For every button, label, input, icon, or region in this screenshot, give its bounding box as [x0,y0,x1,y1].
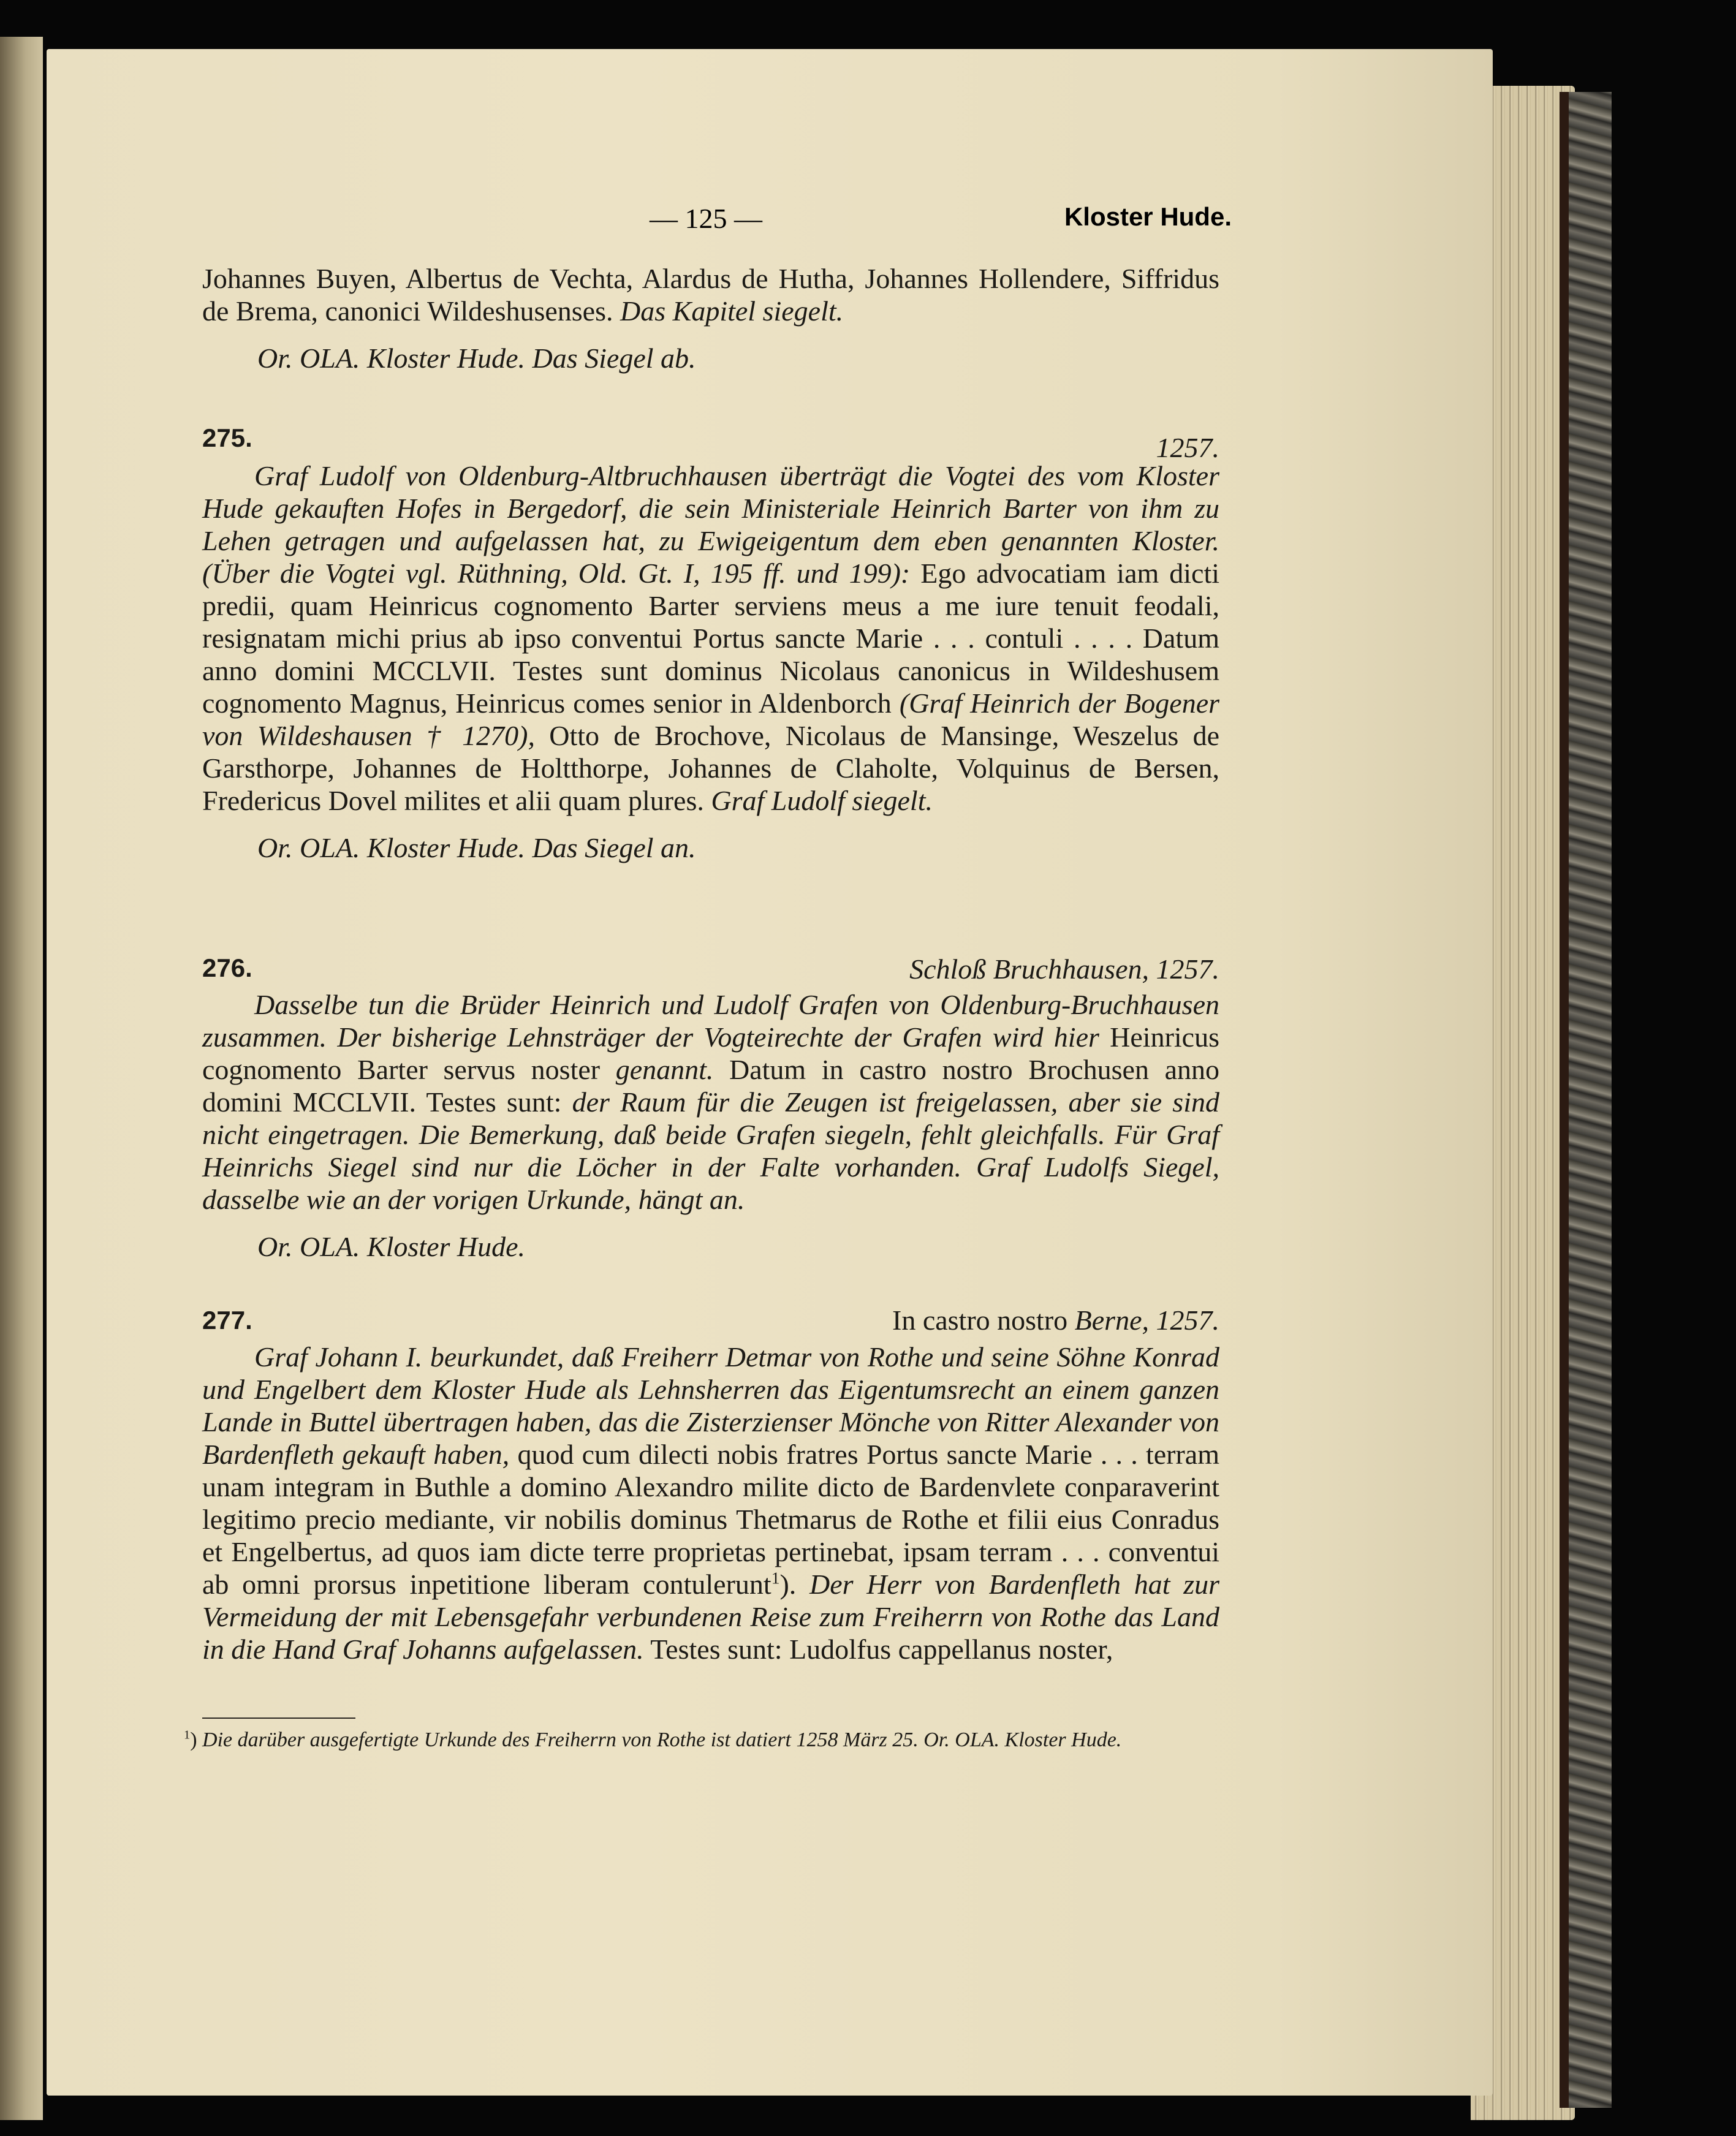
entry-text: Graf Ludolf von Oldenburg-Altbruchhausen überträgt die Vogtei des vom Kloster Hude gekauften Hofes in Bergedorf, die sein Ministeriale Heinrich Barter von ihm zu Lehen getragen und aufgelassen hat, zu Ewigeigentum dem eben genannten Kloster. (Über die Vogtei vgl. Rüthning, Old. Gt. I, 195 ff. und 199): Ego advocatiam iam dicti predii, quam Heinricus cognomento Barter serviens meus a me iure tenuit feodali, resignatam michi prius ab ipso conventui Portus sancte Marie . . . contuli . . . . Datum anno domini MCCLVII. Testes sunt dominus Nicolaus canonicus in Wildeshusem cognomento Magnus, Heinricus comes senior in Aldenborch (Graf Heinrich der Bogener von Wildeshausen † 1270), Otto de Brochove, Nicolaus de Mansinge, Weszelus de Garsthorpe, Johannes de Holtthorpe, Johannes de Claholte, Volquinus de Bersen, Fredericus Dovel milites et alii quam plures. Graf Ludolf siegelt. [202,460,1220,816]
entry-source: Or. OLA. Kloster Hude. Das Siegel an. [257,832,696,863]
intro-text: Johannes Buyen, Albertus de Vechta, Alardus de Hutha, Johannes Hollendere, Siffridus de Brema, canonici Wildeshusenses. [202,263,1219,327]
running-head: Kloster Hude. [1064,202,1232,231]
facing-page-edge [0,37,43,2120]
intro-block [202,262,1219,374]
entry-number: 277. [202,1306,252,1335]
entry-heading [202,1304,1219,1341]
entry-276 [202,952,1219,1263]
intro-source: Or. OLA. Kloster Hude. Das Siegel ab. [257,343,696,374]
entry-277 [202,1304,1219,1665]
footnote-rule [202,1718,355,1719]
intro-seal-note: Das Kapitel siegelt. [620,295,844,327]
entry-text: Graf Johann I. beurkundet, daß Freiherr Detmar von Rothe und seine Söhne Konrad und Engelbert dem Kloster Hude als Lehnsherren das Eigentumsrecht an einem ganzen Lande in Buttel übertragen haben, das die Zisterzienser Mönche von Ritter Alexander von Bardenfleth gekauft haben, quod cum dilecti nobis fratres Portus sancte Marie . . . terram unam integram in Buthle a domino Alexandro milite dicto de Bardenvlete conparaverint legitimo precio mediante, vir nobilis dominus Thetmarus de Rothe et filii eius Conradus et Engelbertus, ad quos iam dicte terre proprietas pertinebat, ipsam terram . . . conventui ab omni prorsus inpetitione liberam contulerunt$^1$). Der Herr von Bardenfleth hat zur Vermeidung der mit Lebensgefahr verbundenen Reise zum Freiherrn von Rothe das Land in die Hand Graf Johanns aufgelassen. Testes sunt: Ludolfus cappellanus noster, [202,1341,1220,1665]
entry-date: In castro nostro Berne, 1257. [892,1305,1219,1336]
entry-date: Schloß Bruchhausen, 1257. [909,953,1219,985]
entry-text: Dasselbe tun die Brüder Heinrich und Ludolf Grafen von Oldenburg-Bruchhausen zusammen. Der bisherige Lehnsträger der Vogteirechte der Grafen wird hier Heinricus cognomento Barter servus noster genannt. Datum in castro nostro Brochusen anno domini MCCLVII. Testes sunt: der Raum für die Zeugen ist freigelassen, aber sie sind nicht eingetragen. Die Bemerkung, daß beide Grafen siegeln, fehlt gleichfalls. Für Graf Heinrichs Siegel sind nur die Löcher in der Falte vorhanden. Graf Ludolfs Siegel, dasselbe wie an der vorigen Urkunde, hängt an. [202,989,1219,1215]
marbled-cover [1569,92,1612,2108]
entry-275 [202,422,1219,864]
page-header [202,202,1232,239]
footnote-ref: 1 [771,1568,780,1588]
footnotes [184,1727,1219,1754]
entry-number: 276. [202,953,252,982]
intro-paragraph [202,262,1219,327]
entry-date: 1257. [1156,432,1219,463]
footnote-1: $^1$) Die darüber ausgefertigte Urkunde des Freiherrn von Rothe ist datiert 1258 März 25. Or. OLA. Kloster Hude. [184,1728,1122,1751]
entry-number: 275. [202,423,252,452]
entry-heading [202,422,1219,463]
entry-source: Or. OLA. Kloster Hude. [257,1231,526,1262]
entry-heading [202,952,1219,988]
page-number: — 125 — [650,203,762,234]
